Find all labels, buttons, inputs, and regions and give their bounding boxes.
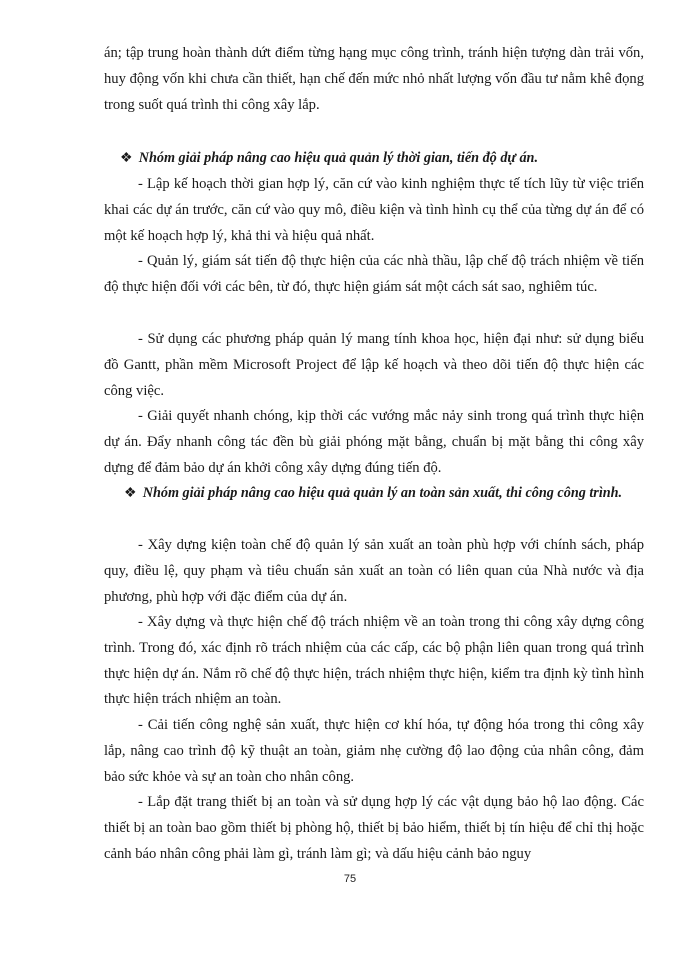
paragraph-technology-improvement: - Cải tiến công nghệ sản xuất, thực hiện cơ khí hóa, tự động hóa trong thi công xây lắp, nâng cao trình độ kỹ thuật an toàn, giảm nhẹ cường độ lao động của nhân công, đảm bảo sức khỏe và sự an toàn cho nhân công. — [104, 717, 644, 785]
paragraph-safety-regime: - Xây dựng kiện toàn chế độ quản lý sản xuất an toàn phù hợp với chính sách, pháp quy, điều lệ, quy phạm và tiêu chuẩn sản xuất an toàn có liên quan của Nhà nước và địa phương, phù hợp với đặc điểm của dự án. — [104, 537, 644, 605]
paragraph-safety-responsibility: - Xây dựng và thực hiện chế độ trách nhiệm về an toàn trong thi công xây dựng công trình. Trong đó, xác định rõ trách nhiệm của các cấp, các bộ phận liên quan trong quá trình thực hiện dự án. Nắm rõ chế độ thực hiện, trách nhiệm thực hiện, kiểm tra định kỳ tình hình thực hiện trách nhiệm an toàn. — [104, 614, 644, 708]
paragraph-scientific-methods: - Sử dụng các phương pháp quản lý mang tính khoa học, hiện đại như: sử dụng biểu đồ Gantt, phần mềm Microsoft Project để lập kế hoạch và theo dõi tiến độ thực hiện các công việc. — [104, 331, 644, 399]
heading-time-management-text: Nhóm giải pháp nâng cao hiệu quả quản lý thời gian, tiến độ dự án. — [138, 150, 538, 166]
diamond-bullet-icon: ❖ — [124, 485, 137, 501]
paragraph-time-planning: - Lập kế hoạch thời gian hợp lý, căn cứ vào kinh nghiệm thực tế tích lũy từ việc triển khai các dự án trước, căn cứ vào quy mô, điều kiện và tình hình cụ thể của từng dự án để có một kế hoạch hợp lý, khả thi và hiệu quả nhất. — [104, 176, 644, 244]
paragraph-safety-equipment: - Lắp đặt trang thiết bị an toàn và sử dụng hợp lý các vật dụng bảo hộ lao động. Các thiết bị an toàn bao gồm thiết bị phòng hộ, thiết bị bảo hiểm, thiết bị tín hiệu để chỉ thị hoặc cảnh báo nhân công phải làm gì, tránh làm gì; và dấu hiệu cảnh bảo nguy — [104, 794, 644, 862]
page-number: 75 — [343, 873, 357, 885]
paragraph-progress-supervision: - Quản lý, giám sát tiến độ thực hiện của các nhà thầu, lập chế độ trách nhiệm về tiến độ thực hiện đối với các bên, từ đó, thực hiện giám sát một cách sát sao, nghiêm túc. — [104, 253, 644, 295]
paragraph-resolve-issues: - Giải quyết nhanh chóng, kịp thời các vướng mắc nảy sinh trong quá trình thực hiện dự án. Đẩy nhanh công tác đền bù giải phóng mặt bằng, chuẩn bị mặt bằng thi công xây dựng để đảm bảo dự án khởi công xây dựng đúng tiến độ. — [104, 408, 644, 476]
paragraph-capital-continuation: án; tập trung hoàn thành dứt điểm từng hạng mục công trình, tránh hiện tượng dàn trải vốn, huy động vốn khi chưa cần thiết, hạn chế đến mức nhỏ nhất lượng vốn đầu tư nằm khê đọng trong suốt quá trình thi công xây lắp. — [104, 45, 644, 113]
heading-safety-management-text: Nhóm giải pháp nâng cao hiệu quả quản lý an toàn sản xuất, thi công công trình. — [142, 485, 623, 501]
heading-safety-management — [104, 481, 644, 507]
diamond-bullet-icon: ❖ — [120, 150, 133, 166]
heading-time-management — [120, 146, 644, 172]
